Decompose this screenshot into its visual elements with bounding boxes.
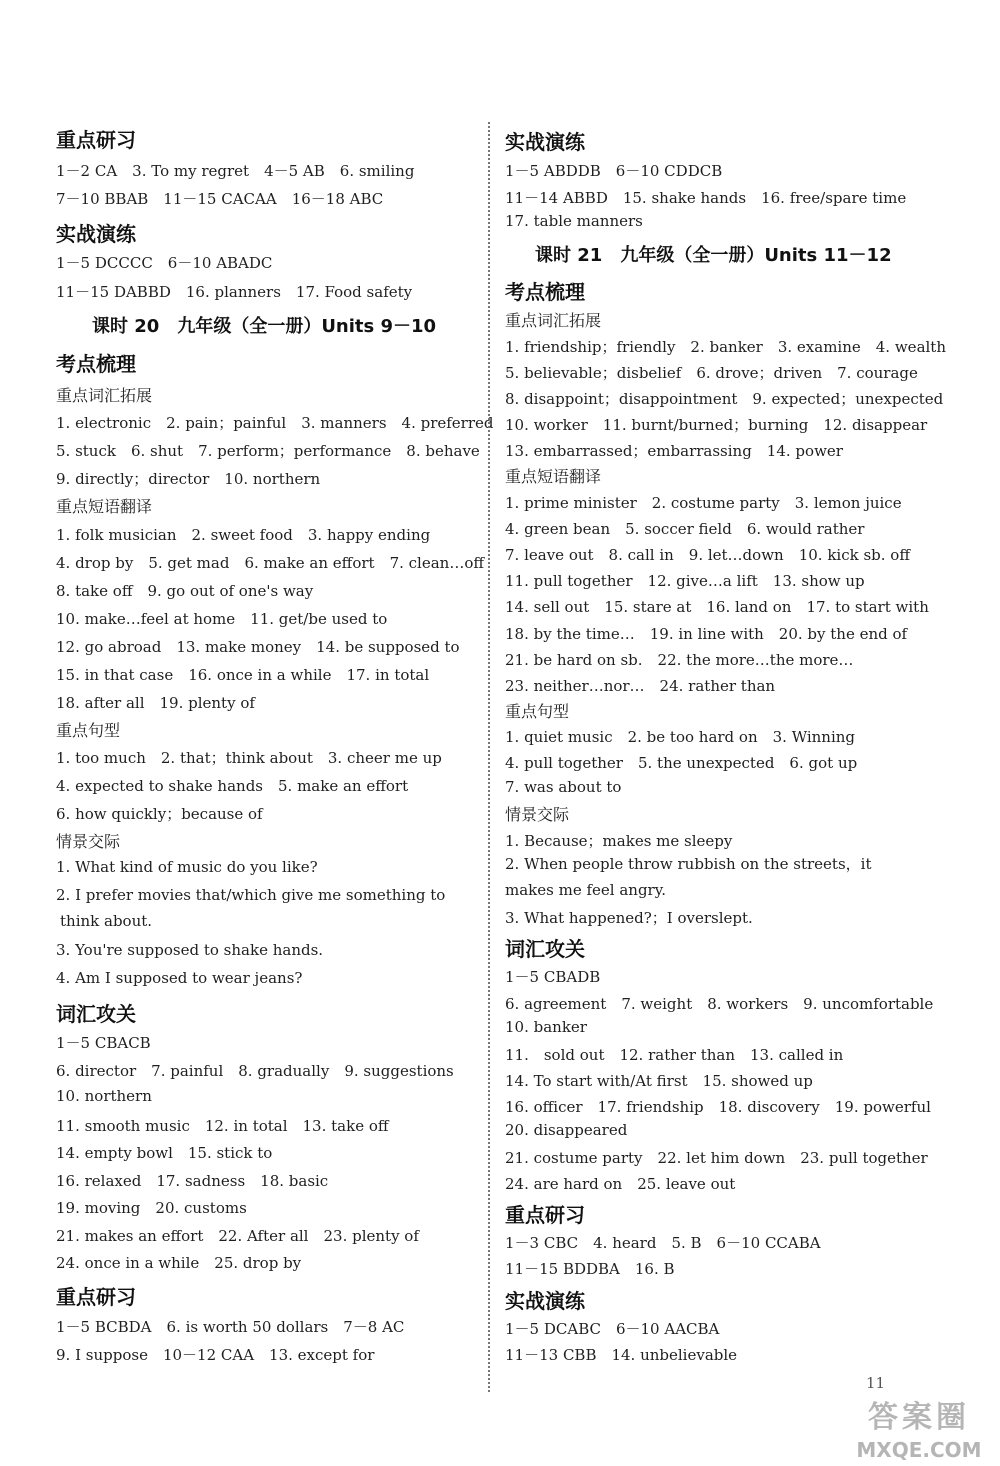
section-title-kaodian: 考点梳理	[56, 352, 136, 376]
answer-line: 8. take off 9. go out of one's way	[56, 582, 314, 600]
answer-line: 11－15 DABBD 16. planners 17. Food safety	[56, 283, 413, 301]
answer-line: 3. You're supposed to shake hands.	[56, 941, 324, 959]
answer-line: 1－5 CBADB	[505, 968, 601, 986]
answer-line: 1－5 CBACB	[56, 1034, 151, 1052]
answer-line: 16. relaxed 17. sadness 18. basic	[56, 1172, 329, 1190]
answer-line: 14. sell out 15. stare at 16. land on 17. to start with	[505, 598, 929, 616]
answer-line: 21. be hard on sb. 22. the more…the more…	[505, 651, 854, 669]
subsection-cihui: 重点词汇拓展	[56, 386, 153, 405]
answer-line: 1. Because；makes me sleepy	[505, 832, 733, 850]
answer-line: 11－15 BDDBA 16. B	[505, 1260, 675, 1278]
answer-line: 1－5 BCBDA 6. is worth 50 dollars 7－8 AC	[56, 1318, 405, 1336]
answer-line: 14. empty bowl 15. stick to	[56, 1144, 273, 1162]
answer-line: 20. disappeared	[505, 1121, 628, 1139]
answer-line: 10. northern	[56, 1087, 152, 1105]
section-title-shizhan-2: 实战演练	[505, 1289, 585, 1313]
answer-line: 19. moving 20. customs	[56, 1199, 247, 1217]
watermark-top: 答案圈	[868, 1400, 970, 1435]
answer-line: 14. To start with/At first 15. showed up	[505, 1072, 813, 1090]
answer-line: 23. neither…nor… 24. rather than	[505, 677, 776, 695]
section-title-yanxi: 重点研习	[56, 128, 136, 152]
answer-line: 1－3 CBC 4. heard 5. B 6－10 CCABA	[505, 1234, 821, 1252]
answer-line: 5. stuck 6. shut 7. perform；performance 8. behave	[56, 442, 480, 460]
answer-line: 4. green bean 5. soccer field 6. would rather	[505, 520, 865, 538]
answer-line: 1. What kind of music do you like?	[56, 858, 318, 876]
answer-line: 15. in that case 16. once in a while 17. in total	[56, 666, 430, 684]
answer-line: 4. drop by 5. get mad 6. make an effort 7. clean…off	[56, 554, 485, 572]
answer-line: 1. friendship；friendly 2. banker 3. examine 4. wealth	[505, 338, 946, 356]
section-title-yanxi-2: 重点研习	[56, 1285, 136, 1309]
subsection-cihui: 重点词汇拓展	[505, 311, 602, 330]
answer-line: 12. go abroad 13. make money 14. be supposed to	[56, 638, 460, 656]
answer-line: 11. sold out 12. rather than 13. called in	[505, 1046, 844, 1064]
answer-line: 1. folk musician 2. sweet food 3. happy ending	[56, 526, 431, 544]
answer-line: 18. after all 19. plenty of	[56, 694, 255, 712]
answer-line: 24. once in a while 25. drop by	[56, 1254, 302, 1272]
answer-line: 1－2 CA 3. To my regret 4－5 AB 6. smiling	[56, 162, 415, 180]
section-title-cihui-gongguan: 词汇攻关	[505, 937, 585, 961]
section-title-shizhan: 实战演练	[56, 222, 136, 246]
answer-line: 11－14 ABBD 15. shake hands 16. free/spare time	[505, 189, 907, 207]
answer-line: 18. by the time… 19. in line with 20. by the end of	[505, 625, 908, 643]
answer-line: 1. too much 2. that；think about 3. cheer me up	[56, 749, 442, 767]
section-title-cihui-gongguan: 词汇攻关	[56, 1002, 136, 1026]
answer-line: 13. embarrassed；embarrassing 14. power	[505, 442, 843, 460]
lesson-title-20: 课时 20 九年级（全一册）Units 9－10	[92, 316, 437, 337]
answer-line: 9. I suppose 10－12 CAA 13. except for	[56, 1346, 375, 1364]
answer-line: 1. prime minister 2. costume party 3. lemon juice	[505, 494, 902, 512]
answer-line: 1－5 ABDDB 6－10 CDDCB	[505, 162, 723, 180]
answer-line: 7. was about to	[505, 778, 622, 796]
answer-line: 17. table manners	[505, 212, 643, 230]
answer-line: 9. directly；director 10. northern	[56, 470, 321, 488]
answer-line: 6. director 7. painful 8. gradually 9. suggestions	[56, 1062, 454, 1080]
answer-line: 11－13 CBB 14. unbelievable	[505, 1346, 738, 1364]
subsection-juxing: 重点句型	[505, 702, 570, 721]
section-title-yanxi: 重点研习	[505, 1203, 585, 1227]
subsection-juxing: 重点句型	[56, 721, 121, 740]
answer-line: 6. how quickly；because of	[56, 805, 263, 823]
watermark-bottom: MXQE.COM	[856, 1438, 982, 1462]
subsection-duanyu: 重点短语翻译	[505, 467, 602, 486]
answer-line: 5. believable；disbelief 6. drove；driven 7. courage	[505, 364, 918, 382]
answer-line: 1－5 DCCCC 6－10 ABADC	[56, 254, 273, 272]
lesson-title-21: 课时 21 九年级（全一册）Units 11－12	[535, 245, 892, 266]
answer-line: 8. disappoint；disappointment 9. expected；unexpected	[505, 390, 944, 408]
answer-line: 4. expected to shake hands 5. make an effort	[56, 777, 409, 795]
answer-line: 11. pull together 12. give…a lift 13. show up	[505, 572, 865, 590]
subsection-duanyu: 重点短语翻译	[56, 497, 153, 516]
answer-line: 10. worker 11. burnt/burned；burning 12. disappear	[505, 416, 928, 434]
answer-line: 10. banker	[505, 1018, 587, 1036]
subsection-qingjing: 情景交际	[505, 805, 570, 824]
answer-line: 2. I prefer movies that/which give me something to think about.	[56, 886, 446, 930]
column-divider	[488, 122, 490, 1392]
answer-line: 1－5 DCABC 6－10 AACBA	[505, 1320, 720, 1338]
answer-line: 1. electronic 2. pain；painful 3. manners 4. preferred	[56, 414, 494, 432]
page-number: 11	[866, 1374, 886, 1392]
section-title-kaodian: 考点梳理	[505, 280, 585, 304]
answer-line: 3. What happened?；I overslept.	[505, 909, 753, 927]
answer-line: 10. make…feel at home 11. get/be used to	[56, 610, 388, 628]
subsection-qingjing: 情景交际	[56, 832, 121, 851]
answer-line: 16. officer 17. friendship 18. discovery 19. powerful	[505, 1098, 931, 1116]
answer-line: 4. pull together 5. the unexpected 6. got up	[505, 754, 858, 772]
answer-line: 21. makes an effort 22. After all 23. plenty of	[56, 1227, 419, 1245]
answer-line: 6. agreement 7. weight 8. workers 9. uncomfortable	[505, 995, 934, 1013]
answer-line: 1. quiet music 2. be too hard on 3. Winning	[505, 728, 856, 746]
answer-line: 2. When people throw rubbish on the streets，it makes me feel angry.	[505, 855, 872, 899]
watermark-logo	[846, 1392, 992, 1460]
answer-line: 24. are hard on 25. leave out	[505, 1175, 736, 1193]
answer-line: 4. Am I supposed to wear jeans?	[56, 969, 303, 987]
answer-line: 7. leave out 8. call in 9. let…down 10. kick sb. off	[505, 546, 910, 564]
answer-line: 11. smooth music 12. in total 13. take off	[56, 1117, 389, 1135]
answer-line: 21. costume party 22. let him down 23. pull together	[505, 1149, 928, 1167]
section-title-shizhan: 实战演练	[505, 130, 585, 154]
answer-line: 7－10 BBAB 11－15 CACAA 16－18 ABC	[56, 190, 384, 208]
